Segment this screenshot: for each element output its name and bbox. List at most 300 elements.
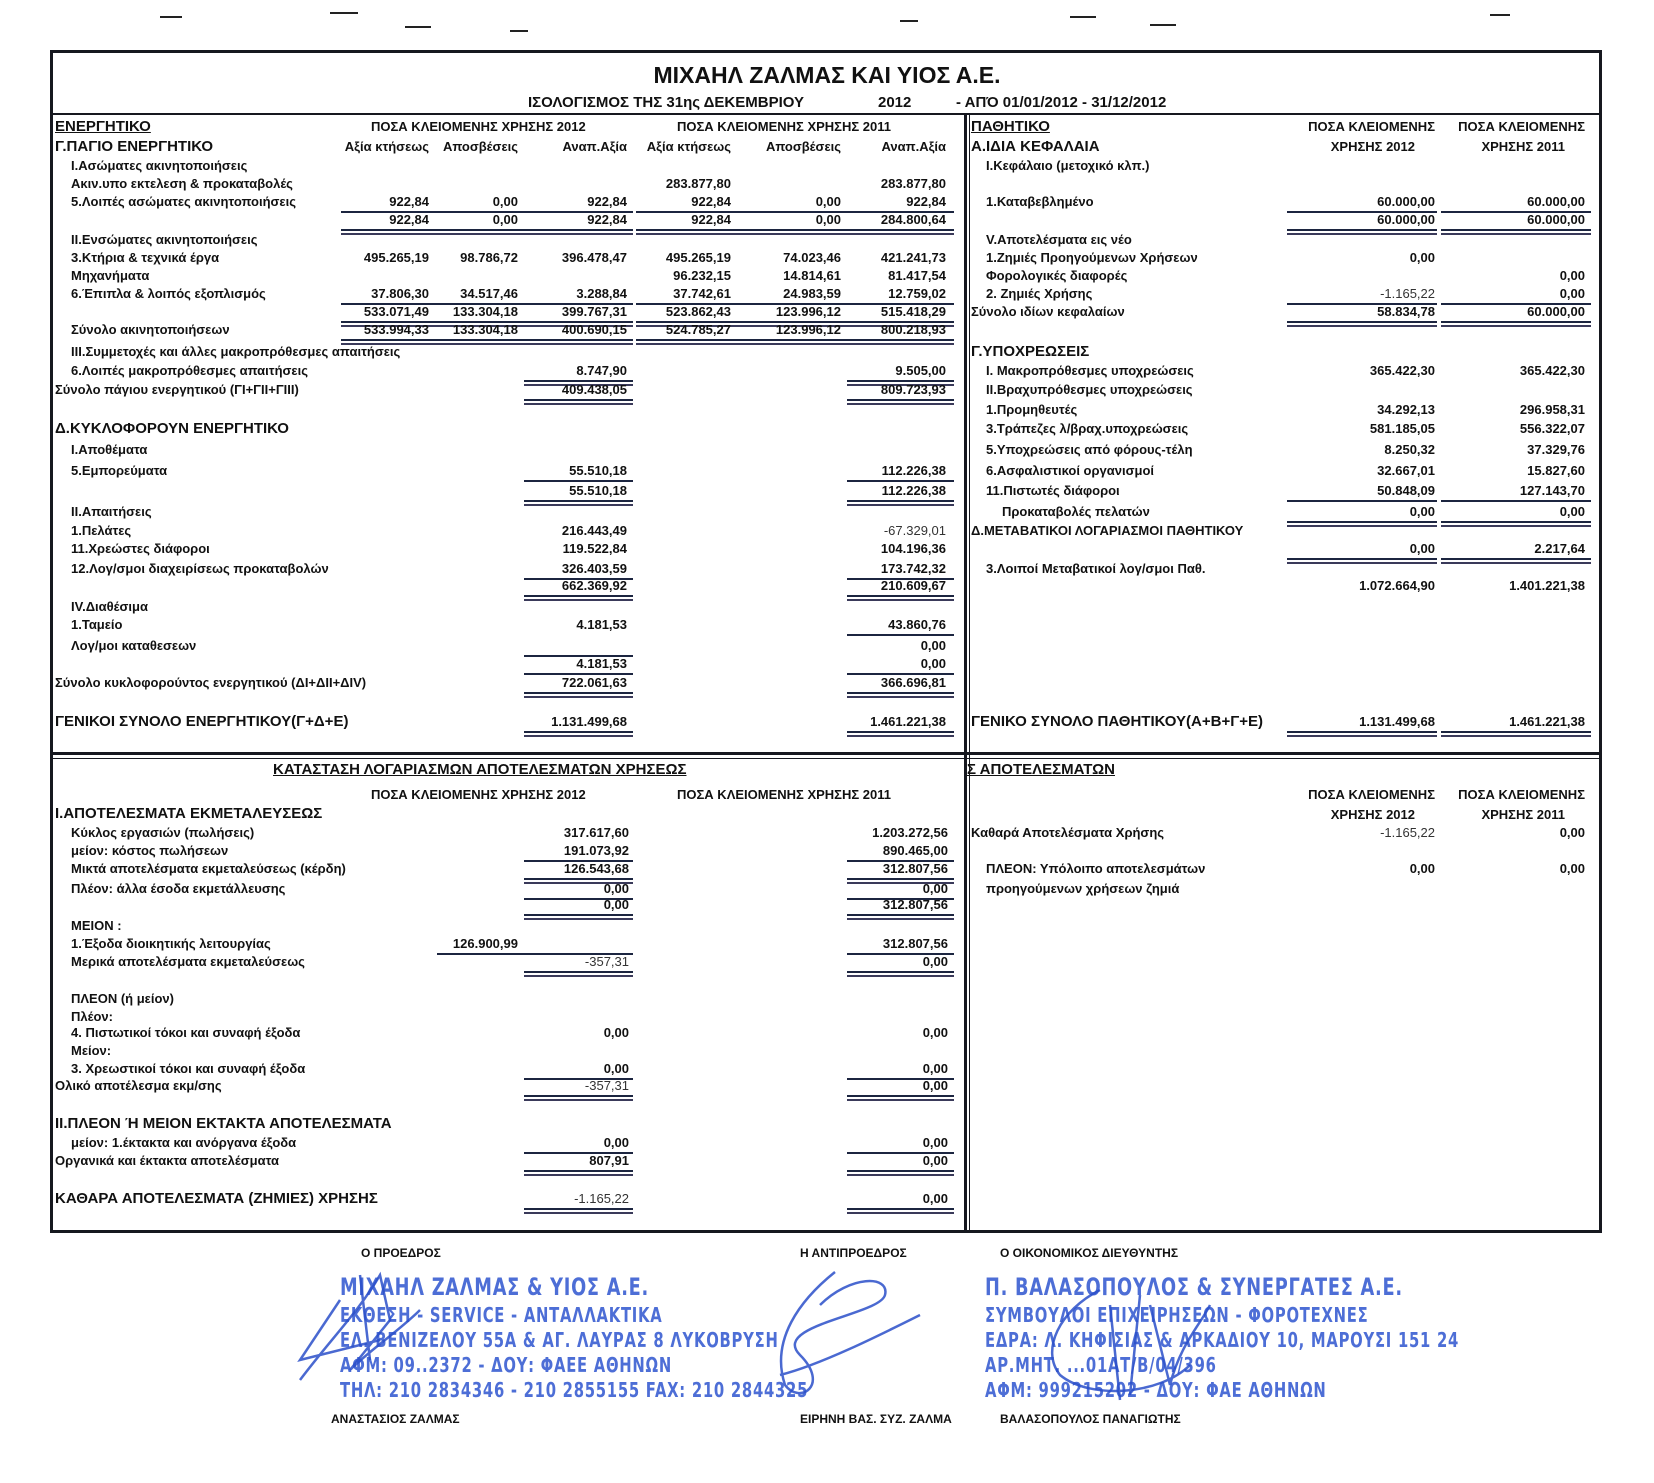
double-underline bbox=[524, 975, 633, 977]
stamp-line: ΕΚΘΕΣΗ - SERVICE - ΑΝΤΑΛΛΑΚΤΙΚΑ bbox=[340, 1303, 663, 1327]
double-underline bbox=[524, 1099, 633, 1101]
assets-value: 399.767,31 bbox=[561, 304, 627, 319]
assets-row-label: ΓΕΝΙΚΟΙ ΣΥΝΟΛΟ ΕΝΕΡΓΗΤΙΚΟΥ(Γ+Δ+Ε) bbox=[55, 713, 349, 730]
assets-value: 409.438,05 bbox=[561, 382, 627, 397]
distribution-col-2011-bottom: ΧΡΗΣΗΣ 2011 bbox=[1481, 807, 1565, 822]
assets-row-label: Γ.ΠΑΓΙΟ ΕΝΕΡΓΗΤΙΚΟ bbox=[55, 138, 214, 155]
liabilities-value: 34.292,13 bbox=[1377, 402, 1435, 417]
double-underline bbox=[847, 504, 954, 506]
double-underline bbox=[847, 1212, 954, 1214]
vice-president-name: ΕΙΡΗΝΗ ΒΑΣ. ΣΥΖ. ΖΑΛΜΑ bbox=[800, 1412, 952, 1426]
liabilities-value: 296.958,31 bbox=[1519, 402, 1585, 417]
assets-value: 133.304,18 bbox=[452, 322, 518, 337]
income-value: 312.807,56 bbox=[882, 897, 948, 912]
liabilities-row-label: 5.Υποχρεώσεις από φόρους-τέλη bbox=[986, 442, 1193, 457]
income-value: 126.900,99 bbox=[452, 936, 518, 951]
column-header: Αναπ.Αξία bbox=[562, 139, 627, 154]
liabilities-value: -1.165,22 bbox=[1380, 286, 1435, 301]
assets-value: 43.860,76 bbox=[888, 617, 946, 632]
income-value: 0,00 bbox=[603, 1135, 629, 1150]
liabilities-value: 0,00 bbox=[1559, 286, 1585, 301]
column-header: Αξία κτήσεως bbox=[646, 139, 731, 154]
assets-value: 922,84 bbox=[906, 194, 946, 209]
income-value: 312.807,56 bbox=[882, 936, 948, 951]
column-header: Αξία κτήσεως bbox=[344, 139, 429, 154]
stamp-line: ΤΗΛ: 210 2834346 - 210 2855155 FAX: 210 2844325 bbox=[340, 1378, 809, 1402]
double-underline bbox=[1441, 525, 1591, 527]
income-row-label: ΜΕΙΟΝ : bbox=[71, 918, 122, 933]
assets-row-label: Ι.Αποθέματα bbox=[71, 442, 148, 457]
income-row-label: Ι.ΑΠΟΤΕΛΕΣΜΑΤΑ ΕΚΜΕΤΑΛΕΥΣΕΩΣ bbox=[55, 805, 323, 822]
double-underline bbox=[524, 731, 633, 733]
double-underline bbox=[1441, 325, 1591, 327]
liabilities-value: 60.000,00 bbox=[1377, 212, 1435, 227]
income-value: 0,00 bbox=[922, 1153, 948, 1168]
assets-row-label: 6.Λοιπές μακροπρόθεσμες απαιτήσεις bbox=[71, 363, 308, 378]
assets-value: 96.232,15 bbox=[673, 268, 731, 283]
assets-value: 662.369,92 bbox=[561, 578, 627, 593]
double-underline bbox=[524, 918, 633, 920]
double-underline bbox=[847, 403, 954, 405]
income-value: 0,00 bbox=[922, 1135, 948, 1150]
assets-value: -67.329,01 bbox=[883, 523, 946, 538]
liabilities-value: 15.827,60 bbox=[1527, 463, 1585, 478]
double-underline bbox=[524, 599, 633, 601]
double-underline bbox=[1441, 558, 1591, 560]
double-underline bbox=[636, 229, 954, 231]
double-underline bbox=[524, 1212, 633, 1214]
assets-value: 922,84 bbox=[691, 212, 731, 227]
double-underline bbox=[341, 233, 633, 235]
cfo-title: Ο ΟΙΚΟΝΟΜΙΚΟΣ ΔΙΕΥΘΥΝΤΗΣ bbox=[1000, 1246, 1179, 1260]
underline bbox=[1287, 500, 1437, 502]
income-row-label: Ολικό αποτέλεσμα εκμ/σης bbox=[55, 1078, 222, 1093]
assets-row-label: ΙΙ.Ενσώματες ακινητοποιήσεις bbox=[71, 232, 258, 247]
assets-row-label: ΙV.Διαθέσιμα bbox=[71, 599, 148, 614]
accountant-stamp bbox=[985, 1272, 1459, 1403]
income-value: 126.543,68 bbox=[563, 861, 629, 876]
assets-value: 809.723,93 bbox=[880, 382, 946, 397]
assets-value: 14.814,61 bbox=[783, 268, 841, 283]
double-underline bbox=[636, 343, 954, 345]
double-underline bbox=[524, 500, 633, 502]
assets-row-label: Μηχανήματα bbox=[71, 268, 150, 283]
cfo-name: ΒΑΛΑΣΟΠΟΥΛΟΣ ΠΑΝΑΓΙΩΤΗΣ bbox=[1000, 1412, 1181, 1426]
income-row-label: Οργανικά και έκτακτα αποτελέσματα bbox=[55, 1153, 280, 1168]
assets-value: 24.983,59 bbox=[783, 286, 841, 301]
assets-value: 495.265,19 bbox=[363, 250, 429, 265]
company-title: ΜΙΧΑΗΛ ΖΑΛΜΑΣ ΚΑΙ ΥΙΟΣ Α.Ε. bbox=[653, 62, 1001, 88]
double-underline bbox=[847, 1174, 954, 1176]
income-value: -357,31 bbox=[584, 1078, 629, 1093]
assets-value: 283.877,80 bbox=[880, 176, 946, 191]
liabilities-value: 127.143,70 bbox=[1519, 483, 1585, 498]
liabilities-row-label: 1.Προμηθευτές bbox=[986, 402, 1078, 417]
liabilities-value: 8.250,32 bbox=[1384, 442, 1435, 457]
assets-row-label: 5.Λοιπές ασώματες ακινητοποιήσεις bbox=[71, 194, 296, 209]
liabilities-row-label: 6.Ασφαλιστικοί οργανισμοί bbox=[986, 463, 1154, 478]
assets-row-label: Σύνολο πάγιου ενεργητικού (ΓΙ+ΓΙΙ+ΓΙΙΙ) bbox=[55, 382, 299, 397]
income-row-label: Πλέον: bbox=[71, 1009, 113, 1024]
liabilities-value: 60.000,00 bbox=[1377, 194, 1435, 209]
liabilities-value: 60.000,00 bbox=[1527, 212, 1585, 227]
income-row-label: Μικτά αποτελέσματα εκμεταλεύσεως (κέρδη) bbox=[71, 861, 346, 876]
assets-value: 34.517,46 bbox=[460, 286, 518, 301]
distribution-value: 0,00 bbox=[1559, 825, 1585, 840]
double-underline bbox=[1287, 325, 1437, 327]
double-underline bbox=[524, 878, 633, 880]
liabilities-row-label: 3.Τράπεζες λ/βραχ.υποχρεώσεις bbox=[986, 421, 1189, 436]
income-value: 317.617,60 bbox=[563, 825, 629, 840]
double-underline bbox=[1287, 558, 1437, 560]
assets-value: 123.996,12 bbox=[775, 322, 841, 337]
double-underline bbox=[847, 399, 954, 401]
income-value: 0,00 bbox=[603, 1025, 629, 1040]
assets-value: 0,00 bbox=[492, 212, 518, 227]
double-underline bbox=[847, 595, 954, 597]
column-divider bbox=[964, 113, 967, 1233]
liabilities-value: 50.848,09 bbox=[1377, 483, 1435, 498]
assets-value: 112.226,38 bbox=[881, 463, 946, 478]
assets-row-label: 11.Χρεώστες διάφοροι bbox=[71, 541, 210, 556]
assets-row-label: 12.Λογ/σμοι διαχειρίσεως προκαταβολών bbox=[71, 561, 329, 576]
distribution-col-2012-bottom: ΧΡΗΣΗΣ 2012 bbox=[1330, 807, 1415, 822]
liabilities-value: 0,00 bbox=[1559, 268, 1585, 283]
income-row-label: Κύκλος εργασιών (πωλήσεις) bbox=[71, 825, 255, 840]
liabilities-row-label: 11.Πιστωτές διάφοροι bbox=[986, 483, 1120, 498]
double-underline bbox=[524, 1170, 633, 1172]
liabilities-value: 2.217,64 bbox=[1534, 541, 1585, 556]
scan-artifact bbox=[160, 16, 182, 18]
assets-value: 119.522,84 bbox=[562, 541, 627, 556]
liabilities-value: 32.667,01 bbox=[1377, 463, 1435, 478]
assets-value: 81.417,54 bbox=[888, 268, 946, 283]
underline bbox=[847, 634, 954, 636]
stamp-line: Π. ΒΑΛΑΣΟΠΟΥΛΟΣ & ΣΥΝΕΡΓΑΤΕΣ Α.Ε. bbox=[985, 1273, 1403, 1301]
double-underline bbox=[847, 1208, 954, 1210]
assets-value: 37.742,61 bbox=[673, 286, 731, 301]
assets-value: 0,00 bbox=[920, 638, 946, 653]
fiscal-period: - ΑΠΌ 01/01/2012 - 31/12/2012 bbox=[956, 94, 1167, 111]
double-underline bbox=[1441, 521, 1591, 523]
income-value: 0,00 bbox=[922, 1191, 948, 1206]
president-title: Ο ΠΡΟΕΔΡΟΣ bbox=[361, 1246, 441, 1260]
income-row-label: ΚΑΘΑΡΑ ΑΠΟΤΕΛΕΣΜΑΤΑ (ΖΗΜΙΕΣ) ΧΡΗΣΗΣ bbox=[55, 1190, 378, 1207]
income-col-2011: ΠΟΣΑ ΚΛΕΙΟΜΕΝΗΣ ΧΡΗΣΗΣ 2011 bbox=[677, 787, 891, 802]
liabilities-row-label: Προκαταβολές πελατών bbox=[1002, 504, 1150, 519]
assets-row-label: 1.Ταμείο bbox=[71, 617, 123, 632]
assets-value: 55.510,18 bbox=[569, 483, 627, 498]
double-underline bbox=[524, 403, 633, 405]
income-value: 807,91 bbox=[589, 1153, 629, 1168]
assets-row-label: ΙΙΙ.Συμμετοχές και άλλες μακροπρόθεσμες απαιτήσεις bbox=[71, 344, 401, 359]
assets-value: 8.747,90 bbox=[576, 363, 627, 378]
assets-value: 37.806,30 bbox=[371, 286, 429, 301]
liabilities-col-header-2011-top: ΠΟΣΑ ΚΛΕΙΟΜΕΝΗΣ bbox=[1458, 119, 1585, 134]
stamp-line: ΕΛ. ΒΕΝΙΖΕΛΟΥ 55Α & ΑΓ. ΛΑΥΡΑΣ 8 ΛΥΚΟΒΡΥΣΗ bbox=[340, 1328, 779, 1352]
assets-value: 922,84 bbox=[389, 194, 429, 209]
stamp-line: ΑΡ.ΜΗΤ. ...01ΑΤ/Β/04/396 bbox=[985, 1353, 1217, 1377]
liabilities-value: 365.422,30 bbox=[1519, 363, 1585, 378]
assets-value: 112.226,38 bbox=[881, 483, 946, 498]
double-underline bbox=[1287, 562, 1437, 564]
liabilities-value: 0,00 bbox=[1409, 541, 1435, 556]
double-underline bbox=[1287, 525, 1437, 527]
fiscal-year: 2012 bbox=[878, 94, 912, 111]
double-underline bbox=[341, 229, 633, 231]
income-row-label: 3. Χρεωστικοί τόκοι και συναφή έξοδα bbox=[71, 1061, 306, 1076]
liabilities-col-header-2012-bottom: ΧΡΗΣΗΣ 2012 bbox=[1330, 139, 1415, 154]
double-underline bbox=[847, 599, 954, 601]
double-underline bbox=[524, 735, 633, 737]
scan-artifact bbox=[330, 12, 358, 14]
scan-artifact bbox=[1070, 16, 1096, 18]
liabilities-row-label: 3.Λοιποί Μεταβατικοί λογ/σμοι Παθ. bbox=[986, 561, 1206, 576]
income-value: 312.807,56 bbox=[882, 861, 948, 876]
double-underline bbox=[1441, 731, 1591, 733]
assets-value: 284.800,64 bbox=[880, 212, 946, 227]
assets-value: 0,00 bbox=[815, 212, 841, 227]
income-value: 0,00 bbox=[922, 1061, 948, 1076]
assets-value: 366.696,81 bbox=[880, 675, 946, 690]
company-stamp bbox=[340, 1272, 808, 1403]
double-underline bbox=[847, 500, 954, 502]
underline bbox=[847, 480, 954, 482]
liabilities-row-label: V.Αποτελέσματα εις νέο bbox=[986, 232, 1132, 247]
double-underline bbox=[524, 1174, 633, 1176]
liabilities-row-label: ΠΑΘΗΤΙΚΟ bbox=[971, 118, 1050, 135]
assets-value: 495.265,19 bbox=[665, 250, 731, 265]
double-underline bbox=[1441, 321, 1591, 323]
double-underline bbox=[341, 339, 633, 341]
assets-row-label: ΙΙ.Απαιτήσεις bbox=[71, 504, 152, 519]
double-underline bbox=[1441, 562, 1591, 564]
assets-value: 104.196,36 bbox=[880, 541, 946, 556]
income-value: 0,00 bbox=[922, 1078, 948, 1093]
column-header: Αναπ.Αξία bbox=[881, 139, 946, 154]
double-underline bbox=[1287, 229, 1437, 231]
double-underline bbox=[1287, 521, 1437, 523]
distribution-value: 0,00 bbox=[1409, 861, 1435, 876]
double-underline bbox=[636, 233, 954, 235]
double-underline bbox=[847, 696, 954, 698]
liabilities-row-label: Φορολογικές διαφορές bbox=[986, 268, 1128, 283]
liabilities-row-label: ΙΙ.Βραχυπρόθεσμες υποχρεώσεις bbox=[986, 382, 1193, 397]
distribution-row-label: ΠΛΕΟΝ: Υπόλοιπο αποτελεσμάτων bbox=[986, 861, 1206, 876]
column-divider-inner bbox=[969, 113, 970, 1233]
liabilities-row-label: 1.Ζημιές Προηγούμενων Χρήσεων bbox=[986, 250, 1198, 265]
assets-value: 0,00 bbox=[815, 194, 841, 209]
liabilities-value: 556.322,07 bbox=[1519, 421, 1585, 436]
underline bbox=[524, 480, 633, 482]
assets-value: 421.241,73 bbox=[880, 250, 946, 265]
distribution-value: -1.165,22 bbox=[1380, 825, 1435, 840]
double-underline bbox=[1441, 229, 1591, 231]
assets-value: 216.443,49 bbox=[561, 523, 627, 538]
double-underline bbox=[1287, 735, 1437, 737]
outer-frame-top bbox=[50, 50, 1602, 53]
double-underline bbox=[524, 971, 633, 973]
stamp-line: ΕΔΡΑ: Λ. ΚΗΦΙΣΙΑΣ & ΑΡΚΑΔΙΟΥ 10, ΜΑΡΟΥΣΙ 151 24 bbox=[985, 1328, 1460, 1352]
assets-row-label: ΕΝΕΡΓΗΤΙΚΟ bbox=[55, 118, 151, 135]
income-value: -1.165,22 bbox=[574, 1191, 629, 1206]
assets-row-label: Λογ/μοι καταθεσεων bbox=[71, 638, 197, 653]
assets-value: 523.862,43 bbox=[665, 304, 731, 319]
income-value: 191.073,92 bbox=[563, 843, 629, 858]
liabilities-row-label: Σύνολο ιδίων κεφαλαίων bbox=[971, 304, 1125, 319]
assets-value: 210.609,67 bbox=[880, 578, 946, 593]
liabilities-value: 581.185,05 bbox=[1369, 421, 1435, 436]
liabilities-row-label: 2. Ζημιές Χρήσης bbox=[986, 286, 1093, 301]
scan-artifact bbox=[1490, 14, 1510, 16]
liabilities-value: 58.834,78 bbox=[1377, 304, 1435, 319]
income-row-label: Μερικά αποτελέσματα εκμεταλεύσεως bbox=[71, 954, 305, 969]
outer-frame-bottom bbox=[50, 1230, 1602, 1233]
assets-value: 922,84 bbox=[389, 212, 429, 227]
assets-row-label: Ι.Ασώματες ακινητοποιήσεις bbox=[71, 158, 248, 173]
income-value: 0,00 bbox=[603, 1061, 629, 1076]
income-row-label: μείον: κόστος πωλήσεων bbox=[71, 843, 229, 858]
double-underline bbox=[636, 339, 954, 341]
assets-value: 133.304,18 bbox=[452, 304, 518, 319]
double-underline bbox=[847, 692, 954, 694]
stamp-line: ΑΦΜ: 09..2372 - ΔΟΥ: ΦΑΕΕ ΑΘΗΝΩΝ bbox=[340, 1353, 673, 1377]
double-underline bbox=[1441, 735, 1591, 737]
double-underline bbox=[524, 504, 633, 506]
stamp-line: ΣΥΜΒΟΥΛΟΙ ΕΠΙΧΕΙΡΗΣΕΩΝ - ΦΟΡΟΤΕΧΝΕΣ bbox=[985, 1303, 1369, 1327]
scan-artifact bbox=[900, 20, 918, 22]
assets-value: 123.996,12 bbox=[775, 304, 841, 319]
double-underline bbox=[847, 878, 954, 880]
income-statement-title: ΚΑΤΑΣΤΑΣΗ ΛΟΓΑΡΙΑΣΜΩΝ ΑΠΟΤΕΛΕΣΜΑΤΩΝ ΧΡΗΣΕΩΣ bbox=[273, 761, 687, 778]
income-row-label: 1.Έξοδα διοικητικής λειτουργίας bbox=[71, 936, 271, 951]
double-underline bbox=[847, 731, 954, 733]
income-row-label: ΙΙ.ΠΛΕΟΝ Ή ΜΕΙΟΝ ΕΚΤΑΚΤΑ ΑΠΟΤΕΛΕΣΜΑΤΑ bbox=[55, 1115, 392, 1132]
liabilities-value: 37.329,76 bbox=[1527, 442, 1585, 457]
assets-value: 55.510,18 bbox=[569, 463, 627, 478]
liabilities-value: 1.131.499,68 bbox=[1359, 714, 1435, 729]
assets-value: 524.785,27 bbox=[665, 322, 731, 337]
column-group-2012: ΠΟΣΑ ΚΛΕΙΟΜΕΝΗΣ ΧΡΗΣΗΣ 2012 bbox=[371, 119, 586, 134]
liabilities-row-label: Α.ΙΔΙΑ ΚΕΦΑΛΑΙΑ bbox=[971, 138, 1100, 155]
assets-value: 74.023,46 bbox=[783, 250, 841, 265]
assets-value: 326.403,59 bbox=[561, 561, 627, 576]
scan-artifact bbox=[510, 30, 528, 32]
liabilities-value: 60.000,00 bbox=[1527, 194, 1585, 209]
stamp-line: ΑΦΜ: 999215202 - ΔΟΥ: ΦΑΕ ΑΘΗΝΩΝ bbox=[985, 1378, 1327, 1402]
liabilities-value: 1.461.221,38 bbox=[1509, 714, 1585, 729]
double-underline bbox=[524, 595, 633, 597]
liabilities-row-label: Ι. Μακροπρόθεσμες υποχρεώσεις bbox=[986, 363, 1194, 378]
assets-value: 9.505,00 bbox=[895, 363, 946, 378]
assets-value: 4.181,53 bbox=[576, 617, 627, 632]
assets-value: 283.877,80 bbox=[665, 176, 731, 191]
double-underline bbox=[847, 914, 954, 916]
income-row-label: μείον: 1.έκτακτα και ανόργανα έξοδα bbox=[71, 1135, 297, 1150]
double-underline bbox=[847, 971, 954, 973]
assets-value: 3.288,84 bbox=[576, 286, 627, 301]
liabilities-row-label: Ι.Κεφάλαιο (μετοχικό κλπ.) bbox=[986, 158, 1150, 173]
income-value: 0,00 bbox=[603, 897, 629, 912]
distribution-value: 0,00 bbox=[1559, 861, 1585, 876]
assets-row-label: 1.Πελάτες bbox=[71, 523, 132, 538]
liabilities-value: 60.000,00 bbox=[1527, 304, 1585, 319]
balance-sheet-subtitle: ΙΣΟΛΟΓΙΣΜΟΣ ΤΗΣ 31ης ΔΕΚΕΜΒΡΙΟΥ bbox=[528, 94, 805, 111]
double-underline bbox=[847, 918, 954, 920]
double-underline bbox=[847, 1099, 954, 1101]
distribution-row-label: προηγούμενων χρήσεων ζημιά bbox=[986, 881, 1180, 896]
double-underline bbox=[524, 914, 633, 916]
assets-value: 173.742,32 bbox=[880, 561, 946, 576]
double-underline bbox=[1287, 321, 1437, 323]
liabilities-value: 1.401.221,38 bbox=[1509, 578, 1585, 593]
double-underline bbox=[847, 1170, 954, 1172]
income-value: 890.465,00 bbox=[882, 843, 948, 858]
outer-frame-left bbox=[50, 50, 53, 1233]
liabilities-col-header-2011-bottom: ΧΡΗΣΗΣ 2011 bbox=[1481, 139, 1565, 154]
liabilities-value: 1.072.664,90 bbox=[1359, 578, 1435, 593]
assets-value: 0,00 bbox=[920, 656, 946, 671]
income-value: 1.203.272,56 bbox=[872, 825, 948, 840]
assets-value: 396.478,47 bbox=[561, 250, 627, 265]
assets-row-label: 6.Έπιπλα & λοιπός εξοπλισμός bbox=[71, 286, 266, 301]
assets-row-label: 3.Κτήρια & τεχνικά έργα bbox=[71, 250, 220, 265]
income-col-2012: ΠΟΣΑ ΚΛΕΙΟΜΕΝΗΣ ΧΡΗΣΗΣ 2012 bbox=[371, 787, 586, 802]
underline bbox=[1441, 500, 1591, 502]
double-underline bbox=[847, 1095, 954, 1097]
income-value: 0,00 bbox=[603, 881, 629, 896]
double-underline bbox=[524, 692, 633, 694]
income-row-label: Πλέον: άλλα έσοδα εκμετάλλευσης bbox=[71, 881, 286, 896]
double-underline bbox=[1287, 731, 1437, 733]
double-underline bbox=[847, 735, 954, 737]
assets-value: 0,00 bbox=[492, 194, 518, 209]
income-value: 0,00 bbox=[922, 954, 948, 969]
assets-row-label: 5.Εμπορεύματα bbox=[71, 463, 168, 478]
assets-row-label: Σύνολο ακινητοποιήσεων bbox=[71, 322, 230, 337]
liabilities-row-label: 1.Καταβεβλημένο bbox=[986, 194, 1094, 209]
assets-value: 800.218,93 bbox=[880, 322, 946, 337]
income-value: -357,31 bbox=[584, 954, 629, 969]
double-underline bbox=[524, 696, 633, 698]
assets-value: 98.786,72 bbox=[460, 250, 518, 265]
distribution-title: Σ ΑΠΟΤΕΛΕΣΜΑΤΩΝ bbox=[967, 761, 1115, 778]
assets-value: 1.131.499,68 bbox=[551, 714, 627, 729]
president-name: ΑΝΑΣΤΑΣΙΟΣ ΖΑΛΜΑΣ bbox=[331, 1412, 460, 1426]
income-row-label: Μείον: bbox=[71, 1043, 112, 1058]
assets-value: 400.690,15 bbox=[561, 322, 627, 337]
liabilities-value: 0,00 bbox=[1409, 504, 1435, 519]
assets-row-label: Δ.ΚΥΚΛΟΦΟΡΟΥΝ ΕΝΕΡΓΗΤΙΚΟ bbox=[55, 420, 289, 437]
section-divider-2 bbox=[50, 758, 1602, 759]
liabilities-value: 0,00 bbox=[1559, 504, 1585, 519]
liabilities-row-label: Γ.ΥΠΟΧΡΕΩΣΕΙΣ bbox=[971, 343, 1090, 360]
double-underline bbox=[1441, 233, 1591, 235]
column-header: Αποσβέσεις bbox=[442, 139, 518, 154]
assets-row-label: Σύνολο κυκλοφορούντος ενεργητικού (ΔΙ+ΔΙΙ+ΔΙV) bbox=[55, 675, 367, 690]
double-underline bbox=[524, 399, 633, 401]
column-group-2011: ΠΟΣΑ ΚΛΕΙΟΜΕΝΗΣ ΧΡΗΣΗΣ 2011 bbox=[677, 119, 891, 134]
assets-value: 12.759,02 bbox=[888, 286, 946, 301]
assets-value: 4.181,53 bbox=[576, 656, 627, 671]
column-header: Αποσβέσεις bbox=[765, 139, 841, 154]
double-underline bbox=[1287, 233, 1437, 235]
assets-value: 922,84 bbox=[587, 212, 627, 227]
assets-value: 722.061,63 bbox=[561, 675, 627, 690]
income-value: 0,00 bbox=[922, 881, 948, 896]
assets-value: 533.994,33 bbox=[363, 322, 429, 337]
assets-row-label: Ακιν.υπο εκτελεση & προκαταβολές bbox=[71, 176, 293, 191]
